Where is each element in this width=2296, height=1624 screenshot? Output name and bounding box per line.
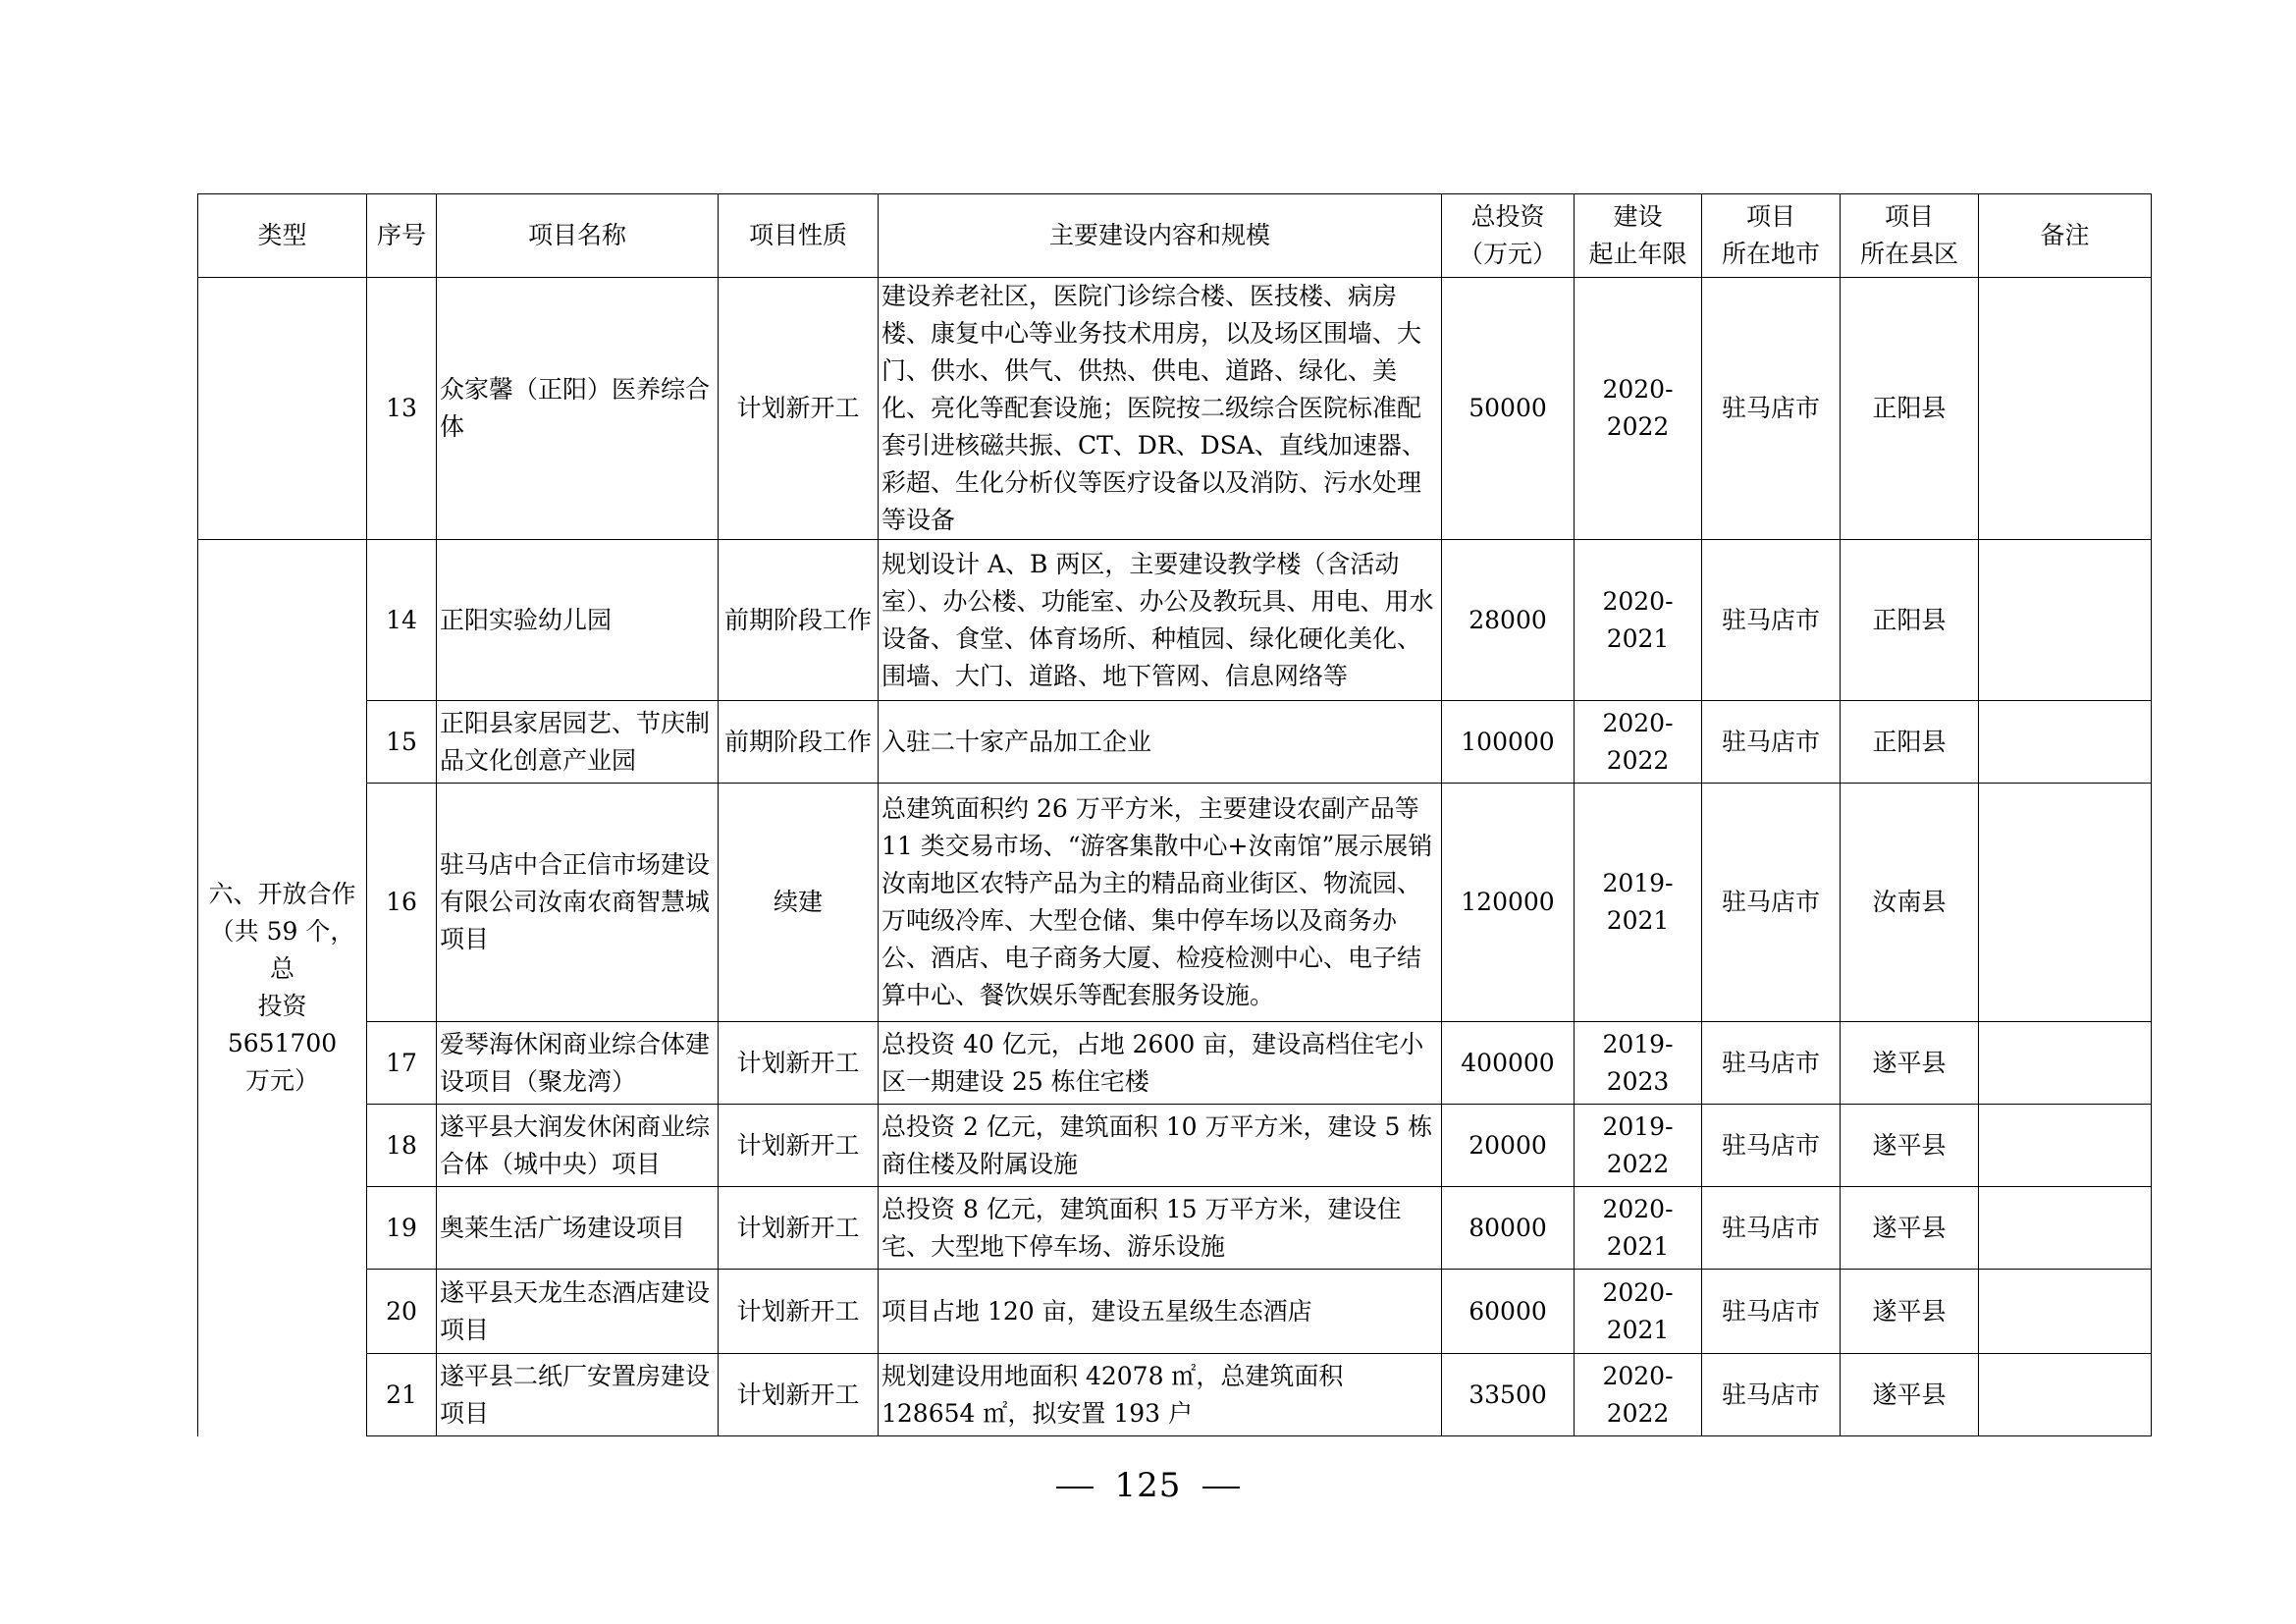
- cell-period: 2020-2022: [1575, 278, 1702, 540]
- cell-seq: 17: [367, 1022, 437, 1105]
- cell-county: 遂平县: [1841, 1022, 1979, 1105]
- cell-invest: 400000: [1442, 1022, 1575, 1105]
- cell-city: 驻马店市: [1702, 1354, 1841, 1436]
- cell-seq: 13: [367, 278, 437, 540]
- cell-seq: 19: [367, 1187, 437, 1270]
- cell-invest: 60000: [1442, 1270, 1575, 1354]
- cell-city: 驻马店市: [1702, 540, 1841, 701]
- cell-nature: 前期阶段工作: [719, 701, 879, 784]
- cell-period: 2019-2021: [1575, 784, 1702, 1022]
- header-period-line2: 起止年限: [1588, 240, 1687, 268]
- cell-content: 规划设计 A、B 两区，主要建设教学楼（含活动室）、办公楼、功能室、办公及教玩具、用电、用水设备、食堂、体育场所、种植园、绿化硬化美化、围墙、大门、道路、地下管网、信息网络等: [879, 540, 1442, 701]
- cell-county: 遂平县: [1841, 1354, 1979, 1436]
- cell-invest: 50000: [1442, 278, 1575, 540]
- cell-content: 规划建设用地面积 42078 ㎡，总建筑面积 128654 ㎡，拟安置 193 户: [879, 1354, 1442, 1436]
- page-number: 125: [1114, 1466, 1182, 1505]
- header-period: [1575, 194, 1702, 278]
- header-period-line1: 建设: [1613, 202, 1663, 231]
- footer-dash-right: [1202, 1487, 1240, 1489]
- cell-county: 遂平县: [1841, 1270, 1979, 1354]
- header-invest: [1442, 194, 1575, 278]
- cell-county: 汝南县: [1841, 784, 1979, 1022]
- cell-name: 正阳实验幼儿园: [437, 540, 719, 701]
- page-footer: [0, 1466, 2296, 1505]
- cell-period: 2020-2021: [1575, 1270, 1702, 1354]
- cell-city: 驻马店市: [1702, 784, 1841, 1022]
- header-remark: 备注: [1979, 194, 2152, 278]
- header-county-line2: 所在县区: [1859, 240, 1958, 268]
- table-row: [198, 701, 2152, 784]
- cell-content: 总投资 8 亿元，建筑面积 15 万平方米，建设住宅、大型地下停车场、游乐设施: [879, 1187, 1442, 1270]
- header-city-line1: 项目: [1745, 202, 1795, 231]
- table-row: [198, 1354, 2152, 1436]
- type-cell-open-cooperation: [198, 540, 367, 1436]
- cell-name: 奥莱生活广场建设项目: [437, 1187, 719, 1270]
- cell-name: 正阳县家居园艺、节庆制品文化创意产业园: [437, 701, 719, 784]
- cell-name: 遂平县大润发休闲商业综合体（城中央）项目: [437, 1105, 719, 1187]
- cell-name: 遂平县天龙生态酒店建设项目: [437, 1270, 719, 1354]
- cell-city: 驻马店市: [1702, 1105, 1841, 1187]
- cell-county: 遂平县: [1841, 1187, 1979, 1270]
- cell-seq: 14: [367, 540, 437, 701]
- cell-nature: 计划新开工: [719, 1354, 879, 1436]
- cell-period: 2019-2023: [1575, 1022, 1702, 1105]
- cell-remark: [1979, 540, 2152, 701]
- header-nature: 项目性质: [719, 194, 879, 278]
- cell-seq: 20: [367, 1270, 437, 1354]
- project-table: [197, 193, 2152, 1436]
- cell-period: 2020-2022: [1575, 701, 1702, 784]
- table-row: [198, 278, 2152, 540]
- cell-period: 2020-2021: [1575, 540, 1702, 701]
- header-city-line2: 所在地市: [1721, 240, 1820, 268]
- cell-period: 2019-2022: [1575, 1105, 1702, 1187]
- cell-seq: 16: [367, 784, 437, 1022]
- header-name: 项目名称: [437, 194, 719, 278]
- cell-city: 驻马店市: [1702, 701, 1841, 784]
- cell-county: 正阳县: [1841, 701, 1979, 784]
- cell-city: 驻马店市: [1702, 1270, 1841, 1354]
- cell-nature: 前期阶段工作: [719, 540, 879, 701]
- cell-remark: [1979, 278, 2152, 540]
- header-type: 类型: [198, 194, 367, 278]
- cell-nature: 计划新开工: [719, 278, 879, 540]
- cell-invest: 100000: [1442, 701, 1575, 784]
- cell-remark: [1979, 1022, 2152, 1105]
- cell-invest: 33500: [1442, 1354, 1575, 1436]
- cell-seq: 21: [367, 1354, 437, 1436]
- table-row: [198, 1270, 2152, 1354]
- cell-city: 驻马店市: [1702, 1187, 1841, 1270]
- header-city: [1702, 194, 1841, 278]
- table-row: [198, 1022, 2152, 1105]
- table-row: [198, 540, 2152, 701]
- cell-remark: [1979, 701, 2152, 784]
- cell-nature: 计划新开工: [719, 1270, 879, 1354]
- cell-city: 驻马店市: [1702, 1022, 1841, 1105]
- cell-remark: [1979, 1354, 2152, 1436]
- type-label-line4: 万元）: [244, 1066, 319, 1096]
- cell-invest: 28000: [1442, 540, 1575, 701]
- type-label-line1: 六、开放合作: [208, 880, 356, 909]
- cell-invest: 20000: [1442, 1105, 1575, 1187]
- type-label-line2: （共 59 个，总: [209, 917, 355, 984]
- footer-dash-left: [1056, 1487, 1094, 1489]
- cell-city: 驻马店市: [1702, 278, 1841, 540]
- cell-nature: 计划新开工: [719, 1187, 879, 1270]
- cell-remark: [1979, 784, 2152, 1022]
- header-invest-line1: 总投资: [1470, 202, 1545, 231]
- type-label-line3: 投资 5651700: [227, 992, 338, 1058]
- cell-name: 爱琴海休闲商业综合体建设项目（聚龙湾）: [437, 1022, 719, 1105]
- cell-content: 项目占地 120 亩，建设五星级生态酒店: [879, 1270, 1442, 1354]
- cell-remark: [1979, 1105, 2152, 1187]
- cell-seq: 15: [367, 701, 437, 784]
- type-cell-continued: [198, 278, 367, 540]
- cell-name: 众家馨（正阳）医养综合体: [437, 278, 719, 540]
- cell-remark: [1979, 1270, 2152, 1354]
- cell-county: 正阳县: [1841, 278, 1979, 540]
- cell-content: 入驻二十家产品加工企业: [879, 701, 1442, 784]
- cell-nature: 计划新开工: [719, 1022, 879, 1105]
- cell-content: 总投资 2 亿元，建筑面积 10 万平方米，建设 5 栋商住楼及附属设施: [879, 1105, 1442, 1187]
- cell-invest: 80000: [1442, 1187, 1575, 1270]
- cell-county: 遂平县: [1841, 1105, 1979, 1187]
- cell-name: 驻马店中合正信市场建设有限公司汝南农商智慧城项目: [437, 784, 719, 1022]
- cell-county: 正阳县: [1841, 540, 1979, 701]
- cell-nature: 续建: [719, 784, 879, 1022]
- cell-remark: [1979, 1187, 2152, 1270]
- cell-nature: 计划新开工: [719, 1105, 879, 1187]
- cell-period: 2020-2022: [1575, 1354, 1702, 1436]
- header-county: [1841, 194, 1979, 278]
- cell-invest: 120000: [1442, 784, 1575, 1022]
- header-seq: 序号: [367, 194, 437, 278]
- cell-seq: 18: [367, 1105, 437, 1187]
- header-content: 主要建设内容和规模: [879, 194, 1442, 278]
- cell-content: 总建筑面积约 26 万平方米，主要建设农副产品等 11 类交易市场、“游客集散中心+汝南馆”展示展销汝南地区农特产品为主的精品商业街区、物流园、万吨级冷库、大型仓储、集中停车场以及商务办公、酒店、电子商务大厦、检疫检测中心、电子结算中心、餐饮娱乐等配套服务设施。: [879, 784, 1442, 1022]
- cell-period: 2020-2021: [1575, 1187, 1702, 1270]
- table-row: [198, 784, 2152, 1022]
- table-row: [198, 1187, 2152, 1270]
- cell-content: 建设养老社区，医院门诊综合楼、医技楼、病房楼、康复中心等业务技术用房，以及场区围墙、大门、供水、供气、供热、供电、道路、绿化、美化、亮化等配套设施；医院按二级综合医院标准配套引进核磁共振、CT、DR、DSA、直线加速器、彩超、生化分析仪等医疗设备以及消防、污水处理等设备: [879, 278, 1442, 540]
- header-invest-line2: （万元）: [1458, 240, 1557, 268]
- table-row: [198, 1105, 2152, 1187]
- cell-name: 遂平县二纸厂安置房建设项目: [437, 1354, 719, 1436]
- table-header-row: [198, 194, 2152, 278]
- header-county-line1: 项目: [1884, 202, 1934, 231]
- cell-content: 总投资 40 亿元，占地 2600 亩，建设高档住宅小区一期建设 25 栋住宅楼: [879, 1022, 1442, 1105]
